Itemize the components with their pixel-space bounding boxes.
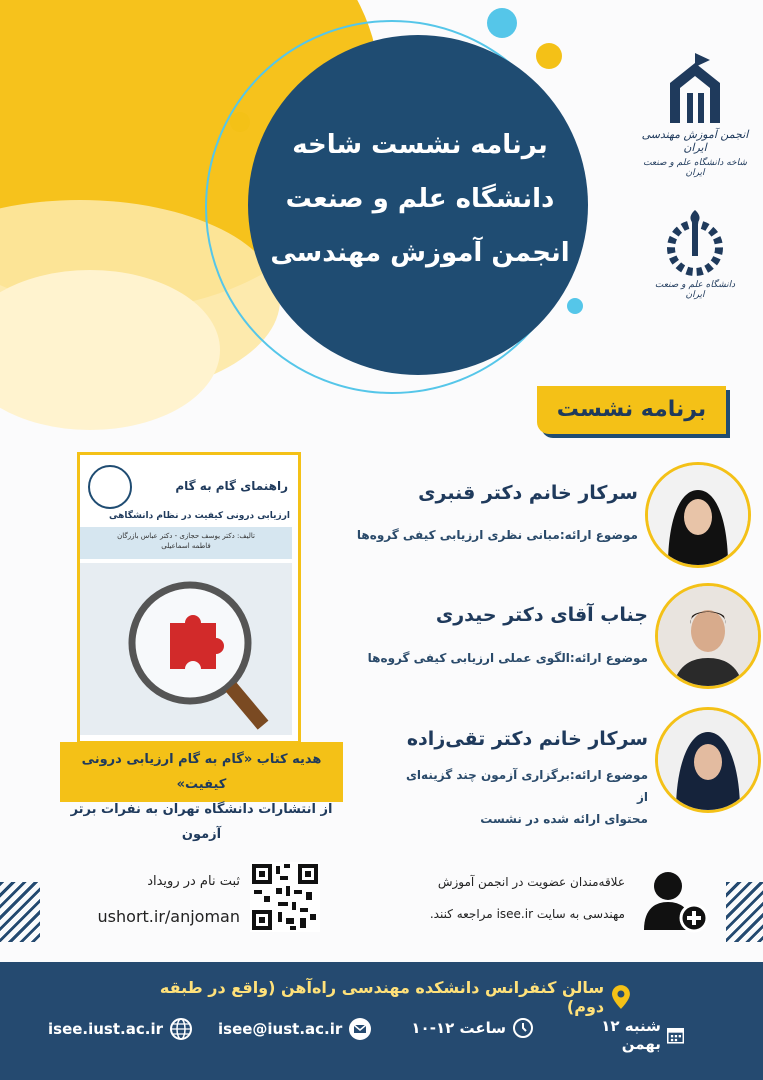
gift-line-2: از انتشارات دانشگاه تهران به نفرات برتر آزمون (70, 802, 333, 842)
mail-icon (348, 1017, 372, 1041)
gift-banner (60, 742, 343, 842)
footer-time (400, 1017, 534, 1039)
page-title (270, 118, 570, 280)
add-user-icon (640, 866, 710, 936)
iust-gear-icon (660, 208, 730, 280)
footer-date (580, 1017, 684, 1053)
magnifier-puzzle-illustration (80, 563, 292, 735)
isee-logo-text: انجمن آموزش مهندسی ایران (641, 128, 749, 154)
speaker-2-topic: موضوع ارائه:الگوی عملی ارزیابی کیفی گروه‌ها (367, 651, 648, 665)
time-text: ساعت ۱۲-۱۰ (411, 1019, 506, 1037)
speaker-2-name: جناب آقای دکتر حیدری (435, 604, 648, 626)
qr-code[interactable] (250, 862, 320, 932)
book-authors: تالیف: دکتر یوسف حجازی - دکتر عباس بازرگان (117, 532, 255, 540)
book-title: راهنمای گام به گام (175, 479, 288, 493)
email-text[interactable]: isee@iust.ac.ir (218, 1020, 343, 1038)
decorative-dot (487, 8, 517, 38)
speaker-1-topic: موضوع ارائه:مبانی نظری ارزیابی کیفی گروه‌ها (356, 528, 638, 542)
title-line-3: انجمن آموزش مهندسی (270, 238, 570, 268)
decorative-dot (230, 112, 250, 132)
gift-line-1: هدیه کتاب «گام به گام ارزیابی درونی کیفیت» (81, 752, 322, 792)
speaker-3-topic-line-2: محتوای ارائه شده در نشست (480, 812, 648, 826)
book-subtitle: ارزیابی درونی کیفیت در نظام دانشگاهی (109, 511, 290, 521)
register-label: ثبت نام در رویداد (147, 874, 240, 889)
website-text[interactable]: isee.iust.ac.ir (48, 1020, 163, 1038)
date-text: شنبه ۱۲ بهمن (601, 1017, 661, 1053)
decorative-dot (567, 298, 583, 314)
speaker-2-avatar (655, 583, 761, 689)
speaker-3-topic (400, 764, 648, 830)
book-publisher-seal (88, 465, 132, 509)
iust-logo-text: دانشگاه علم و صنعت ایران (654, 280, 736, 300)
isee-logo-icon (660, 48, 730, 128)
speaker-3-avatar (655, 707, 761, 813)
isee-logo (640, 48, 750, 178)
register-link[interactable]: ushort.ir/anjoman (97, 907, 240, 926)
globe-icon (169, 1017, 193, 1041)
clock-icon (512, 1017, 534, 1039)
decorative-stripes (726, 882, 763, 942)
membership-note (385, 866, 625, 930)
footer-location (120, 978, 630, 1016)
location-pin-icon (612, 985, 630, 1009)
program-heading-label: برنامه نشست (556, 397, 707, 422)
title-line-2: دانشگاه علم و صنعت (285, 184, 555, 214)
footer-website[interactable] (48, 1017, 198, 1041)
membership-line-2: مهندسی به سایت isee.ir مراجعه کنند. (429, 907, 625, 921)
book-cover (77, 452, 301, 744)
iust-logo (650, 208, 740, 300)
isee-branch-text: شاخه دانشگاه علم و صنعت ایران (643, 158, 747, 178)
decorative-stripes (0, 882, 40, 942)
program-heading (537, 386, 726, 434)
calendar-icon (667, 1024, 684, 1046)
speaker-3-topic-line-1: موضوع ارائه:برگزاری آزمون چند گزینه‌ای از (405, 768, 648, 804)
speaker-1-avatar (645, 462, 751, 568)
decorative-dot (536, 43, 562, 69)
location-text: سالن کنفرانس دانشکده مهندسی راه‌آهن (واقع در طبقه دوم) (159, 978, 605, 1016)
title-line-1: برنامه نشست شاخه (292, 130, 548, 160)
membership-line-1: علاقه‌مندان عضویت در انجمن آموزش (437, 875, 625, 889)
book-author-band (80, 527, 292, 559)
speaker-3-name: سرکار خانم دکتر تقی‌زاده (406, 728, 648, 750)
footer-email[interactable] (218, 1017, 380, 1041)
book-author-3: فاطمه اسماعیلی (161, 542, 211, 550)
speaker-1-name: سرکار خانم دکتر قنبری (418, 482, 638, 504)
